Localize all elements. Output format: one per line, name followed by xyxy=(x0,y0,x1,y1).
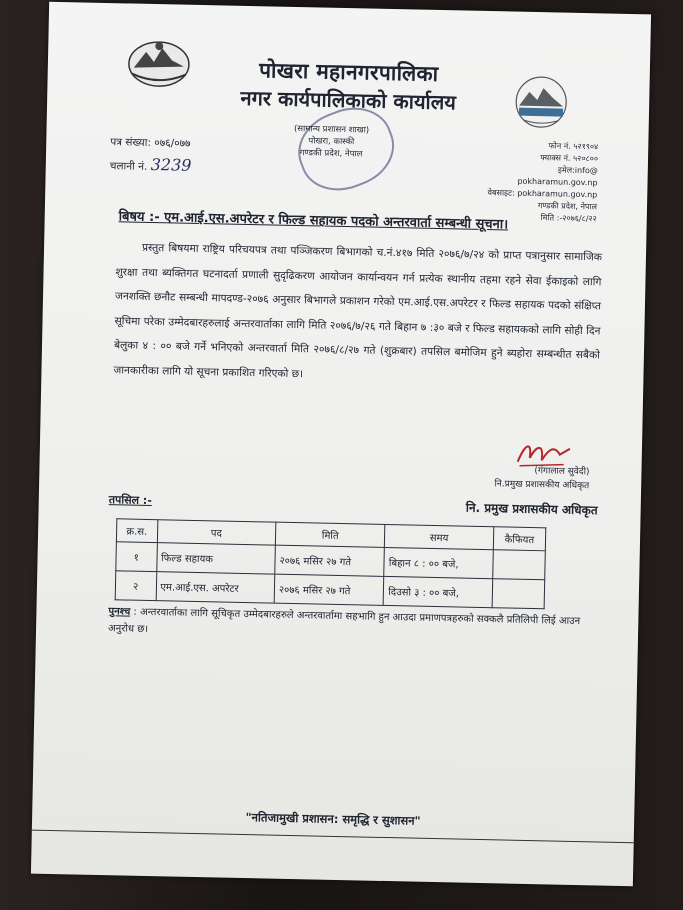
footer-slogan: "नतिजामुखी प्रशासन: समृद्धि र सुशासन" xyxy=(245,810,421,828)
subtitle-line: पोखरा, कास्की xyxy=(308,136,355,148)
phone-number: फोन नं. ५२१९०४ xyxy=(548,141,599,152)
subtitle-line: (सामान्य प्रशासन शाखा) xyxy=(293,123,370,136)
patra-value: ०७६/०७७ xyxy=(154,137,191,150)
subject-heading: बिषय :- एम.आई.एस.अपरेटर र फिल्ड सहायक पदको अन्तरवार्ता सम्बन्धी सूचना। xyxy=(118,209,509,233)
signatory-stamp-title: नि. प्रमुख प्रशासकीय अधिकृत xyxy=(465,500,598,518)
cell-date: २०७६ मसिर २७ गते xyxy=(275,545,385,576)
reference-block xyxy=(110,131,193,179)
cell-date: २०७६ मसिर २७ गते xyxy=(274,574,384,605)
cell-serial: २ xyxy=(115,571,156,601)
signatory-block xyxy=(469,463,590,494)
date-value: २०७६/८/२२ xyxy=(562,213,597,224)
office-subtitle xyxy=(246,122,417,162)
patra-sankhya xyxy=(110,131,192,155)
province-name: गण्डकी प्रदेश, नेपाल xyxy=(537,201,598,212)
page-title: पोखरा महानगरपालिका xyxy=(258,57,439,86)
pokhara-city-logo xyxy=(513,76,570,129)
fax-number: फ्याक्स नं. ५२०८०० xyxy=(540,153,599,164)
tapasil-label: तपसिल :- xyxy=(108,493,152,508)
cell-time: बिहान ८ : ०० बजे, xyxy=(384,547,493,578)
postscript-label: पुनश्च xyxy=(108,606,131,618)
postscript-text: : अन्तरवार्ताका लागि सूचिकृत उम्मेदबारहरुले अन्तरवार्तामा सहभागि हुन आउदा प्रमाणपत्रहरुको सक्कलै प्रतिलिपी लिई आउन अनुरोध छ। xyxy=(107,606,581,635)
cell-serial: १ xyxy=(116,542,157,572)
office-title: नगर कार्यपालिकाको कार्यालय xyxy=(240,85,457,115)
header-serial: क्र.स. xyxy=(116,519,157,543)
notice-body: प्रस्तुत बिषयमा राष्ट्रिय परिचयपत्र तथा पञ्जिकरण बिभागको च.नं.४१७ मिति २०७६/७/२४ को प्राप्त पत्रानुसार सामाजिक शुरक्षा तथा ब्यक्तिगत घटनादर्ता प्रणाली सुदृढिकरण आयोजन कार्यान्वयन गर्न प्रत्येक स्थानीय तहमा रहने सेवा ईकाइको लागि जनशक्ति छनौट सम्बन्धी मापदण्ड-२०७६ अनुसार बिभागले प्रकाशन गरेको एम.आई.एस.अपरेटर र फिल्ड सहायक पदको संक्षिप्त सूचिमा परेका उम्मेदबारहरुलाई अन्तरवार्ताका लागि मिति २०७६/७/२६ गते बिहान ७ :३० बजे र फिल्ड सहायकको लागि सोही दिन बेलुका ४ : ०० बजे गर्ने भनिएको अन्तरवार्ता मिति २०७६/८/२७ गते (शुक्रबार) तपसिल बमोजिम हुने ब्यहोरा सम्बन्धीत सबैको जानकारीका लागि यो सूचना प्रकाशित गरिएको छ। xyxy=(113,241,603,380)
chalani-number xyxy=(110,153,192,179)
cell-time: दिउसो ३ : ०० बजे, xyxy=(383,576,492,607)
header-remarks: कैफियत xyxy=(493,527,546,551)
footer-divider xyxy=(32,830,634,844)
header-post: पद xyxy=(157,520,276,545)
date-label: मिति :- xyxy=(540,213,563,223)
email-address: इमेल:info@ pokharamun.gov.np xyxy=(517,165,598,188)
signatory-name: (गंगालाल सुवेदी) xyxy=(534,466,590,478)
cell-remarks xyxy=(492,579,545,609)
header-time: समय xyxy=(385,524,494,549)
notice-paper xyxy=(31,2,651,886)
interview-schedule-table xyxy=(115,518,547,609)
header-date: मिति xyxy=(275,522,385,547)
website-address: वेबसाइट: pokharamun.gov.np xyxy=(487,188,598,200)
signatory-post: नि.प्रमुख प्रशासकीय अधिकृत xyxy=(494,479,590,492)
cell-post: एम.आई.एस. अपरेटर xyxy=(156,572,275,603)
subtitle-line: गण्डकी प्रदेश, नेपाल xyxy=(299,148,363,160)
contact-block xyxy=(477,139,599,225)
cell-post: फिल्ड सहायक xyxy=(156,543,275,574)
cell-remarks xyxy=(492,550,545,580)
chalani-label: चलानी नं. xyxy=(109,160,148,173)
patra-label: पत्र संख्या: xyxy=(110,136,152,149)
chalani-value: 3239 xyxy=(150,154,192,175)
postscript xyxy=(108,603,599,647)
